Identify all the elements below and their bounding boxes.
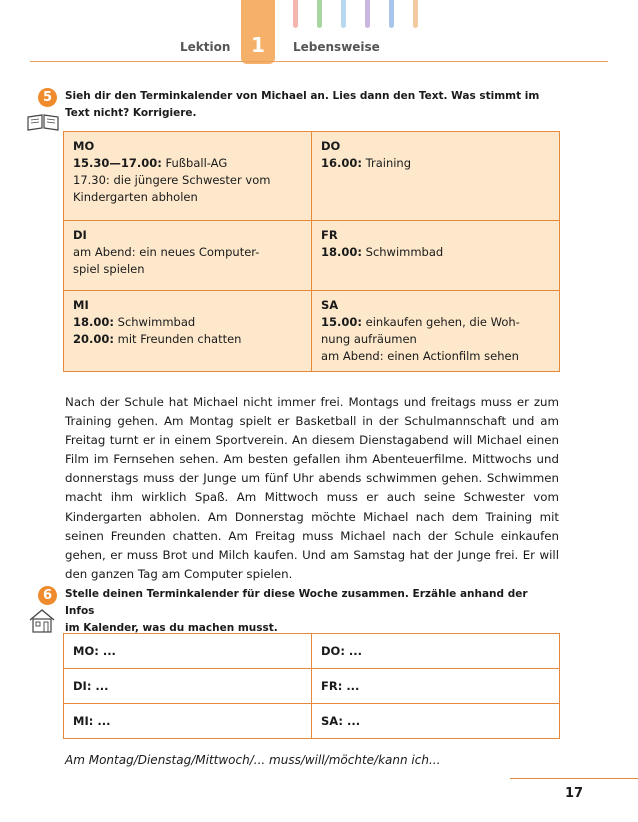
day-label: SA [321,298,339,312]
weekly-plan-table [63,633,560,739]
time: 20.00: [73,332,114,346]
header-stripe [389,0,394,28]
reading-text: Nach der Schule hat Michael nicht immer frei. Montags und freitags muss er zum Training gehen. Am Montag spielt er Basketball in der Schulmannschaft und am Freitag turnt er in einem Sportverein. An diesem Dienstagabend will Michael einen Film im Fernsehen sehen. Am besten gefallen ihm Abenteuerfilme. Mittwochs und donnerstags muss der Junge um fünf Uhr abends schwimmen gehen. Schwimmen macht ihm wirklich Spaß. Am Mittwoch muss er auch seine Schwester vom Kindergarten abholen. Am Donnerstag möchte Michael nach dem Training mit seinen Freunden chatten. Am Freitag muss Michael nach der Schule einkaufen gehen, er muss Brot und Milch kaufen. Und am Samstag hat der Junge frei. Er will den ganzen Tag am Computer spielen. [65,395,559,581]
header-stripe [365,0,370,28]
day-label: FR [321,228,338,242]
activity: am Abend: ein neues Computer- [73,245,260,259]
plan-cell-sa: SA: ... [312,704,560,739]
task-6-instruction-line1: Stelle deinen Terminkalender für diese Woche zusammen. Erzähle anhand der Infos [65,588,528,617]
lesson-number: 1 [251,33,265,57]
day-label: MI [73,298,89,312]
task-6-instruction-line2: im Kalender, was du machen musst. [65,622,278,634]
time: 18.00: [73,315,114,329]
activity: Kindergarten abholen [73,190,198,204]
task-6-instruction [65,586,560,637]
house-icon [28,608,56,634]
schedule-cell-do [312,132,560,221]
time: 15.30—17.00: [73,156,162,170]
task-5-instruction [65,88,560,122]
header-lektion-label: Lektion [180,40,231,54]
activity: einkaufen gehen, die Woh- [361,315,520,329]
header-stripe [413,0,418,28]
time: 18.00: [321,245,362,259]
task-6-number: 6 [38,586,57,605]
activity: nung aufräumen [321,332,417,346]
activity: mit Freunden chatten [113,332,242,346]
day-label: MO [73,139,95,153]
day-label: DI [73,228,87,242]
schedule-cell-di [64,221,312,291]
activity: Training [361,156,412,170]
time: 16.00: [321,156,362,170]
header-divider [30,61,608,62]
schedule-cell-fr [312,221,560,291]
header-stripes [293,0,443,30]
header-stripe [317,0,322,28]
schedule-cell-mo [64,132,312,221]
header-stripe [293,0,298,28]
day-label: DO [321,139,341,153]
activity: Schwimmbad [361,245,444,259]
time: 15.00: [321,315,362,329]
activity: 17.30: die jüngere Schwester vom [73,173,271,187]
header-stripe [341,0,346,28]
example-sentence: Am Montag/Dienstag/Mittwoch/... muss/will/möchte/kann ich... [65,753,441,767]
plan-cell-do: DO: ... [312,634,560,669]
page-number: 17 [565,786,584,801]
activity: Fußball-AG [161,156,228,170]
header-topic-label: Lebensweise [293,40,380,54]
plan-cell-mi: MI: ... [64,704,312,739]
plan-cell-mo: MO: ... [64,634,312,669]
open-book-icon [25,112,61,132]
activity: spiel spielen [73,262,145,276]
plan-cell-di: DI: ... [64,669,312,704]
task-5-instruction-line1: Sieh dir den Terminkalender von Michael an. Lies dann den Text. Was stimmt im [65,90,540,102]
activity: am Abend: einen Actionfilm sehen [321,349,519,363]
footer-line [510,778,638,779]
activity: Schwimmbad [113,315,196,329]
task-5-instruction-line2: Text nicht? Korrigiere. [65,107,197,119]
task-5-number: 5 [38,88,57,107]
plan-cell-fr: FR: ... [312,669,560,704]
schedule-cell-sa [312,291,560,372]
schedule-cell-mi [64,291,312,372]
schedule-table [63,131,560,372]
